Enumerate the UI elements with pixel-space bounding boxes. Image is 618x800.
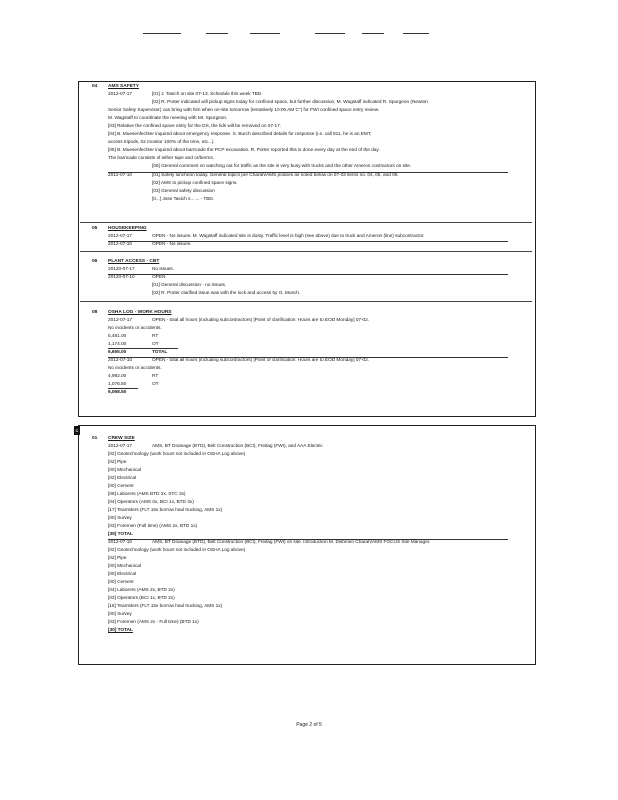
- section-heading: HOUSEKEEPING: [108, 226, 147, 231]
- entry-line: [03] Relative the confined space entry for the DS, the lids will be removed on 07-17.: [108, 124, 282, 129]
- entry-line: OPEN - total all hours (including subcontractors) [Point of clarification: Hours are to EOD Monday] 07-02.: [152, 318, 370, 323]
- entry-line: AMS, BT Drainage (BTD), Belt Construction (BCI), Freitag (FWI) on site. Introduction M. Dishmen Charah/AMS FOCUS Site Manager.: [152, 540, 431, 545]
- hours-value: 1,076.50: [108, 382, 127, 387]
- entry-line: [02] R. Porter indicated will pickup signs today for confined space, but further discussion, M. Wagstaff indicated R. Spurgeon (Newton: [152, 100, 428, 105]
- entry-date: 2012-07-10: [108, 242, 133, 247]
- total-rule: [108, 388, 138, 389]
- crew-line: [00] Cement: [108, 580, 134, 585]
- crew-line: [03] Foremen (AMS 2x - Full time) (BTD 1x): [108, 620, 199, 625]
- entry-line: [06] General comment on watching out for traffic as the site is very busy with trucks and the other Ameron contractors on site.: [152, 164, 412, 169]
- hours-label: OT: [152, 342, 159, 347]
- section-heading: OSHA LOG - WORK HOURS: [108, 310, 172, 315]
- entry-line: OPEN - No issues.: [152, 242, 192, 247]
- entry-date: 20120-07-10: [108, 275, 135, 280]
- item-number: 08: [92, 310, 98, 315]
- section-separator: [80, 251, 532, 252]
- entry-line: [02] R. Porter clarified issue was with the lock and access by G. Musch.: [152, 291, 301, 296]
- header-rule: [403, 33, 429, 34]
- header-rule: [315, 33, 345, 34]
- entry-date: 2012-07-10: [108, 173, 133, 178]
- crew-line: [00] Mechanical: [108, 468, 141, 473]
- header-rule: [250, 33, 280, 34]
- entry-line: [02] AMS to pickup confined space signs.: [152, 181, 238, 186]
- entry-line: AMS, BT Drainage (BTD), Belt Construction (BCI), Freitag (FWI), and AAA Electric: [152, 444, 323, 449]
- crew-line: [02] Pipe: [108, 460, 127, 465]
- header-rule: [143, 33, 181, 34]
- hours-value: 4,992.00: [108, 374, 127, 379]
- crew-total: [39] TOTAL: [108, 532, 133, 537]
- header-rule: [206, 33, 228, 34]
- entry-line: [0...] Jose Tasich s... ... - TBD.: [152, 197, 215, 202]
- entry-line: No incidents or accidents.: [108, 366, 162, 371]
- crew-line: [00] Survey: [108, 612, 132, 617]
- crew-total: [30] TOTAL: [108, 628, 133, 633]
- section-heading: AMS SAFETY: [108, 84, 139, 89]
- crew-line: [16] Teamsters (FLT 15x borrow haul trucking, AMS 1x): [108, 604, 223, 609]
- entry-rule: [108, 274, 508, 275]
- entry-line: M. Wagstaff to coordinate the meeting with Mr. Spurgeon.: [108, 116, 228, 121]
- hours-value: 1,174.00: [108, 342, 127, 347]
- hours-label: RT: [152, 374, 159, 379]
- crew-line: [04] Laborers (AMS 2x, BTD 2x): [108, 588, 175, 593]
- entry-line: OPEN: [152, 275, 166, 280]
- crew-line: [03] Foremen (Full time) (AMS 2x, BTD 1x): [108, 524, 198, 529]
- entry-line: [03] General safety discussion: [152, 189, 215, 194]
- entry-line: [01] J. Tasich on site 07-13. Schedule this week TBD.: [152, 92, 263, 97]
- entry-date: 20120-07-17: [108, 267, 135, 272]
- entry-line: access tripods, 02 monitor 100% of the time, etc...).: [108, 140, 215, 145]
- entry-line: OPEN - total all hours (including subcontractors) [Point of clarification: Hours are to EOD Monday] 07-02.: [152, 358, 370, 363]
- entry-date: 2012-07-17: [108, 234, 133, 239]
- hours-label: OT: [152, 382, 159, 387]
- crew-line: [02] Pipe: [108, 556, 127, 561]
- crew-line: [02] Geotechnology (work hours not included in OSHA Log above): [108, 452, 246, 457]
- item-number: 04: [92, 84, 98, 89]
- crew-line: [00] Cement: [108, 484, 134, 489]
- entry-line: No issues.: [152, 267, 174, 272]
- entry-line: No incidents or accidents.: [108, 326, 162, 331]
- hours-value: 5,481.00: [108, 334, 127, 339]
- entry-line: The barricade consists of either tape and or/berms.: [108, 156, 214, 161]
- crew-line: [00] Mechanical: [108, 564, 141, 569]
- item-number: 01: [92, 436, 98, 441]
- hours-total: 6,068.50: [108, 390, 127, 395]
- entry-date: 2012-07-10: [108, 540, 133, 545]
- item-number: 05: [92, 226, 98, 231]
- section-c-marker: C: [75, 428, 79, 433]
- entry-line: [01] Safety luncheon today. General topics per Charah/AMS policies as noted below on 07-03 items no. 04, 05, and 06.: [152, 173, 399, 178]
- entry-line: [05] B. Muesenfechter inquired about barricade the PCP excavation. R. Porter reported this is done every day at the end of the day.: [108, 148, 380, 153]
- page-number: Page 2 of 5: [296, 722, 322, 728]
- entry-date: 2012-07-10: [108, 358, 133, 363]
- crew-line: [17] Teamsters (FLT 16x borrow haul trucking, AMS 1x): [108, 508, 223, 513]
- entry-line: Senior Safety Supervisor) can bring with him when on-site tomorrow (tentatively 10:00 AM C") for FWI confined space entry review.: [108, 108, 380, 113]
- total-rule: [108, 348, 178, 349]
- crew-line: [02] Geotechnology (work hours not included in OSHA Log above): [108, 548, 246, 553]
- entry-date: 2012-07-17: [108, 444, 133, 449]
- entry-line: OPEN - No issues. M. Wagstaff indicated site is dusty. Traffic level is high (see above) due to truck and Ameron (line) subcontractor.: [152, 234, 425, 239]
- hours-label: RT: [152, 334, 159, 339]
- entry-date: 2012-07-17: [108, 92, 133, 97]
- section-heading: CREW SIZE: [108, 436, 135, 441]
- crew-line: [00] Survey: [108, 516, 132, 521]
- item-number: 06: [92, 259, 98, 264]
- entry-line: [01] General discussion - no issues.: [152, 283, 227, 288]
- hours-total: 6,655.00: [108, 350, 127, 355]
- entry-date: 2012-07-17: [108, 318, 133, 323]
- hours-label: TOTAL: [152, 350, 168, 355]
- entry-line: [04] B. Muesenfechter inquired about emergency response. S. Burch described details for response (i.e. call 911, he is an EMT,: [108, 132, 372, 137]
- section-heading: PLANT ACCESS - CBT: [108, 259, 160, 264]
- header-rule: [362, 33, 384, 34]
- crew-line: [03] Operators (BCI 1x, BTD 2x): [108, 596, 175, 601]
- crew-line: [00] Electrical: [108, 572, 137, 577]
- section-separator: [80, 301, 532, 302]
- section-separator: [80, 222, 532, 223]
- crew-line: [09] Laborers (AMS BTD 2x, STC 3x): [108, 492, 186, 497]
- crew-line: [04] Operators (AMS 0x, BCI 1x, BTD 3x): [108, 500, 194, 505]
- crew-line: [02] Electrical: [108, 476, 137, 481]
